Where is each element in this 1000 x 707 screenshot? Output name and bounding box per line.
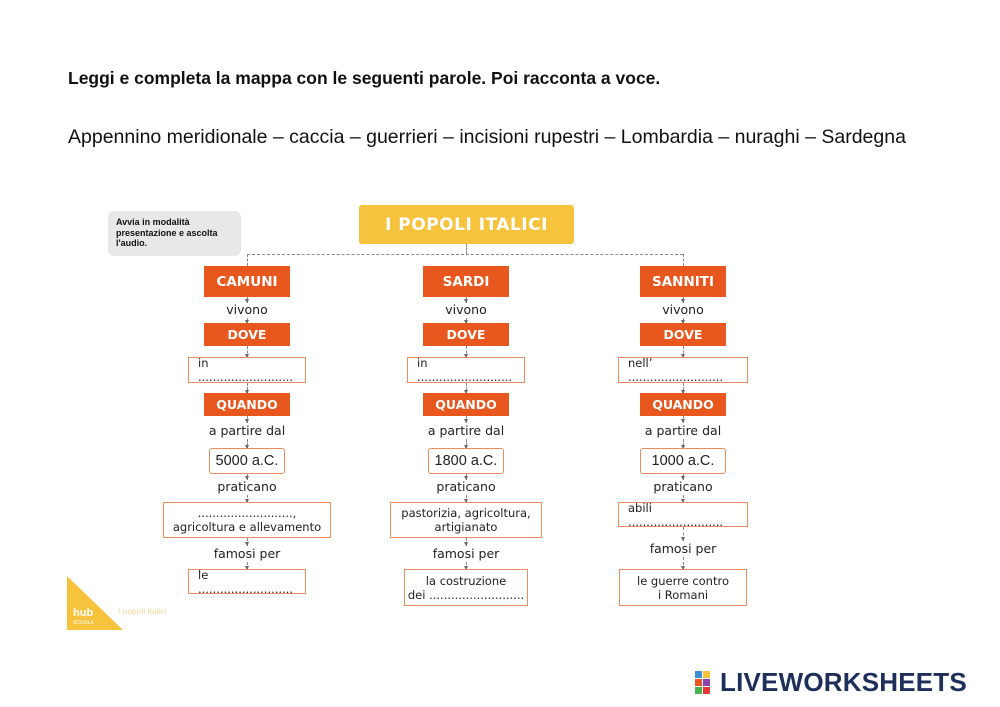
activities-field: abili .......................... <box>618 502 748 527</box>
heading-quando: QUANDO <box>423 393 509 416</box>
liveworksheets-icon <box>695 668 719 698</box>
activities-field: pastorizia, agricoltura, artigianato <box>390 502 542 538</box>
where-field: nell’ .......................... <box>618 357 748 383</box>
instruction-heading: Leggi e completa la mappa con le seguenti parole. Poi racconta a voce. <box>68 68 661 88</box>
label-praticano: praticano <box>653 479 713 494</box>
heading-dove: DOVE <box>640 323 726 346</box>
connector-line <box>247 254 683 255</box>
map-title: I POPOLI ITALICI <box>359 205 574 244</box>
heading-dove: DOVE <box>423 323 509 346</box>
heading-dove: DOVE <box>204 323 290 346</box>
word-list: Appennino meridionale – caccia – guerrieri – incisioni rupestri – Lombardia – nuraghi – Sardegna <box>68 126 906 148</box>
audio-note[interactable]: Avvia in modalità presentazione e ascolta l'audio. <box>108 211 241 256</box>
people-name-0: CAMUNI <box>204 266 290 297</box>
where-field: in .......................... <box>188 357 306 383</box>
label-a-partire-dal: a partire dal <box>208 423 286 438</box>
connector-line <box>466 244 467 254</box>
connector-line <box>683 254 684 266</box>
people-name-2: SANNITI <box>640 266 726 297</box>
famous-field: la costruzione dei .......................... <box>404 569 528 606</box>
people-name-1: SARDI <box>423 266 509 297</box>
famous-field: le guerre contro i Romani <box>619 569 747 606</box>
label-famosi-per: famosi per <box>649 541 717 556</box>
liveworksheets-brand[interactable]: LIVEWORKSHEETS <box>720 667 967 697</box>
year-box: 5000 a.C. <box>209 448 285 474</box>
heading-quando: QUANDO <box>204 393 290 416</box>
connector-line <box>247 254 248 266</box>
year-box: 1000 a.C. <box>640 448 726 474</box>
label-praticano: praticano <box>436 479 496 494</box>
label-famosi-per: famosi per <box>432 546 500 561</box>
hub-logo-sub: SCUOLA <box>73 620 94 626</box>
year-box: 1800 a.C. <box>428 448 504 474</box>
label-vivono: vivono <box>445 302 487 317</box>
hub-caption: I popoli italici <box>118 606 167 616</box>
label-a-partire-dal: a partire dal <box>644 423 722 438</box>
label-vivono: vivono <box>226 302 268 317</box>
label-famosi-per: famosi per <box>213 546 281 561</box>
famous-field: le .......................... <box>188 569 306 594</box>
label-vivono: vivono <box>662 302 704 317</box>
hub-logo-text: hub <box>73 607 94 619</box>
heading-quando: QUANDO <box>640 393 726 416</box>
hub-scuola-logo <box>67 576 123 630</box>
where-field: in .......................... <box>407 357 525 383</box>
label-praticano: praticano <box>217 479 277 494</box>
activities-field: .........................., agricoltura e allevamento <box>163 502 331 538</box>
label-a-partire-dal: a partire dal <box>427 423 505 438</box>
